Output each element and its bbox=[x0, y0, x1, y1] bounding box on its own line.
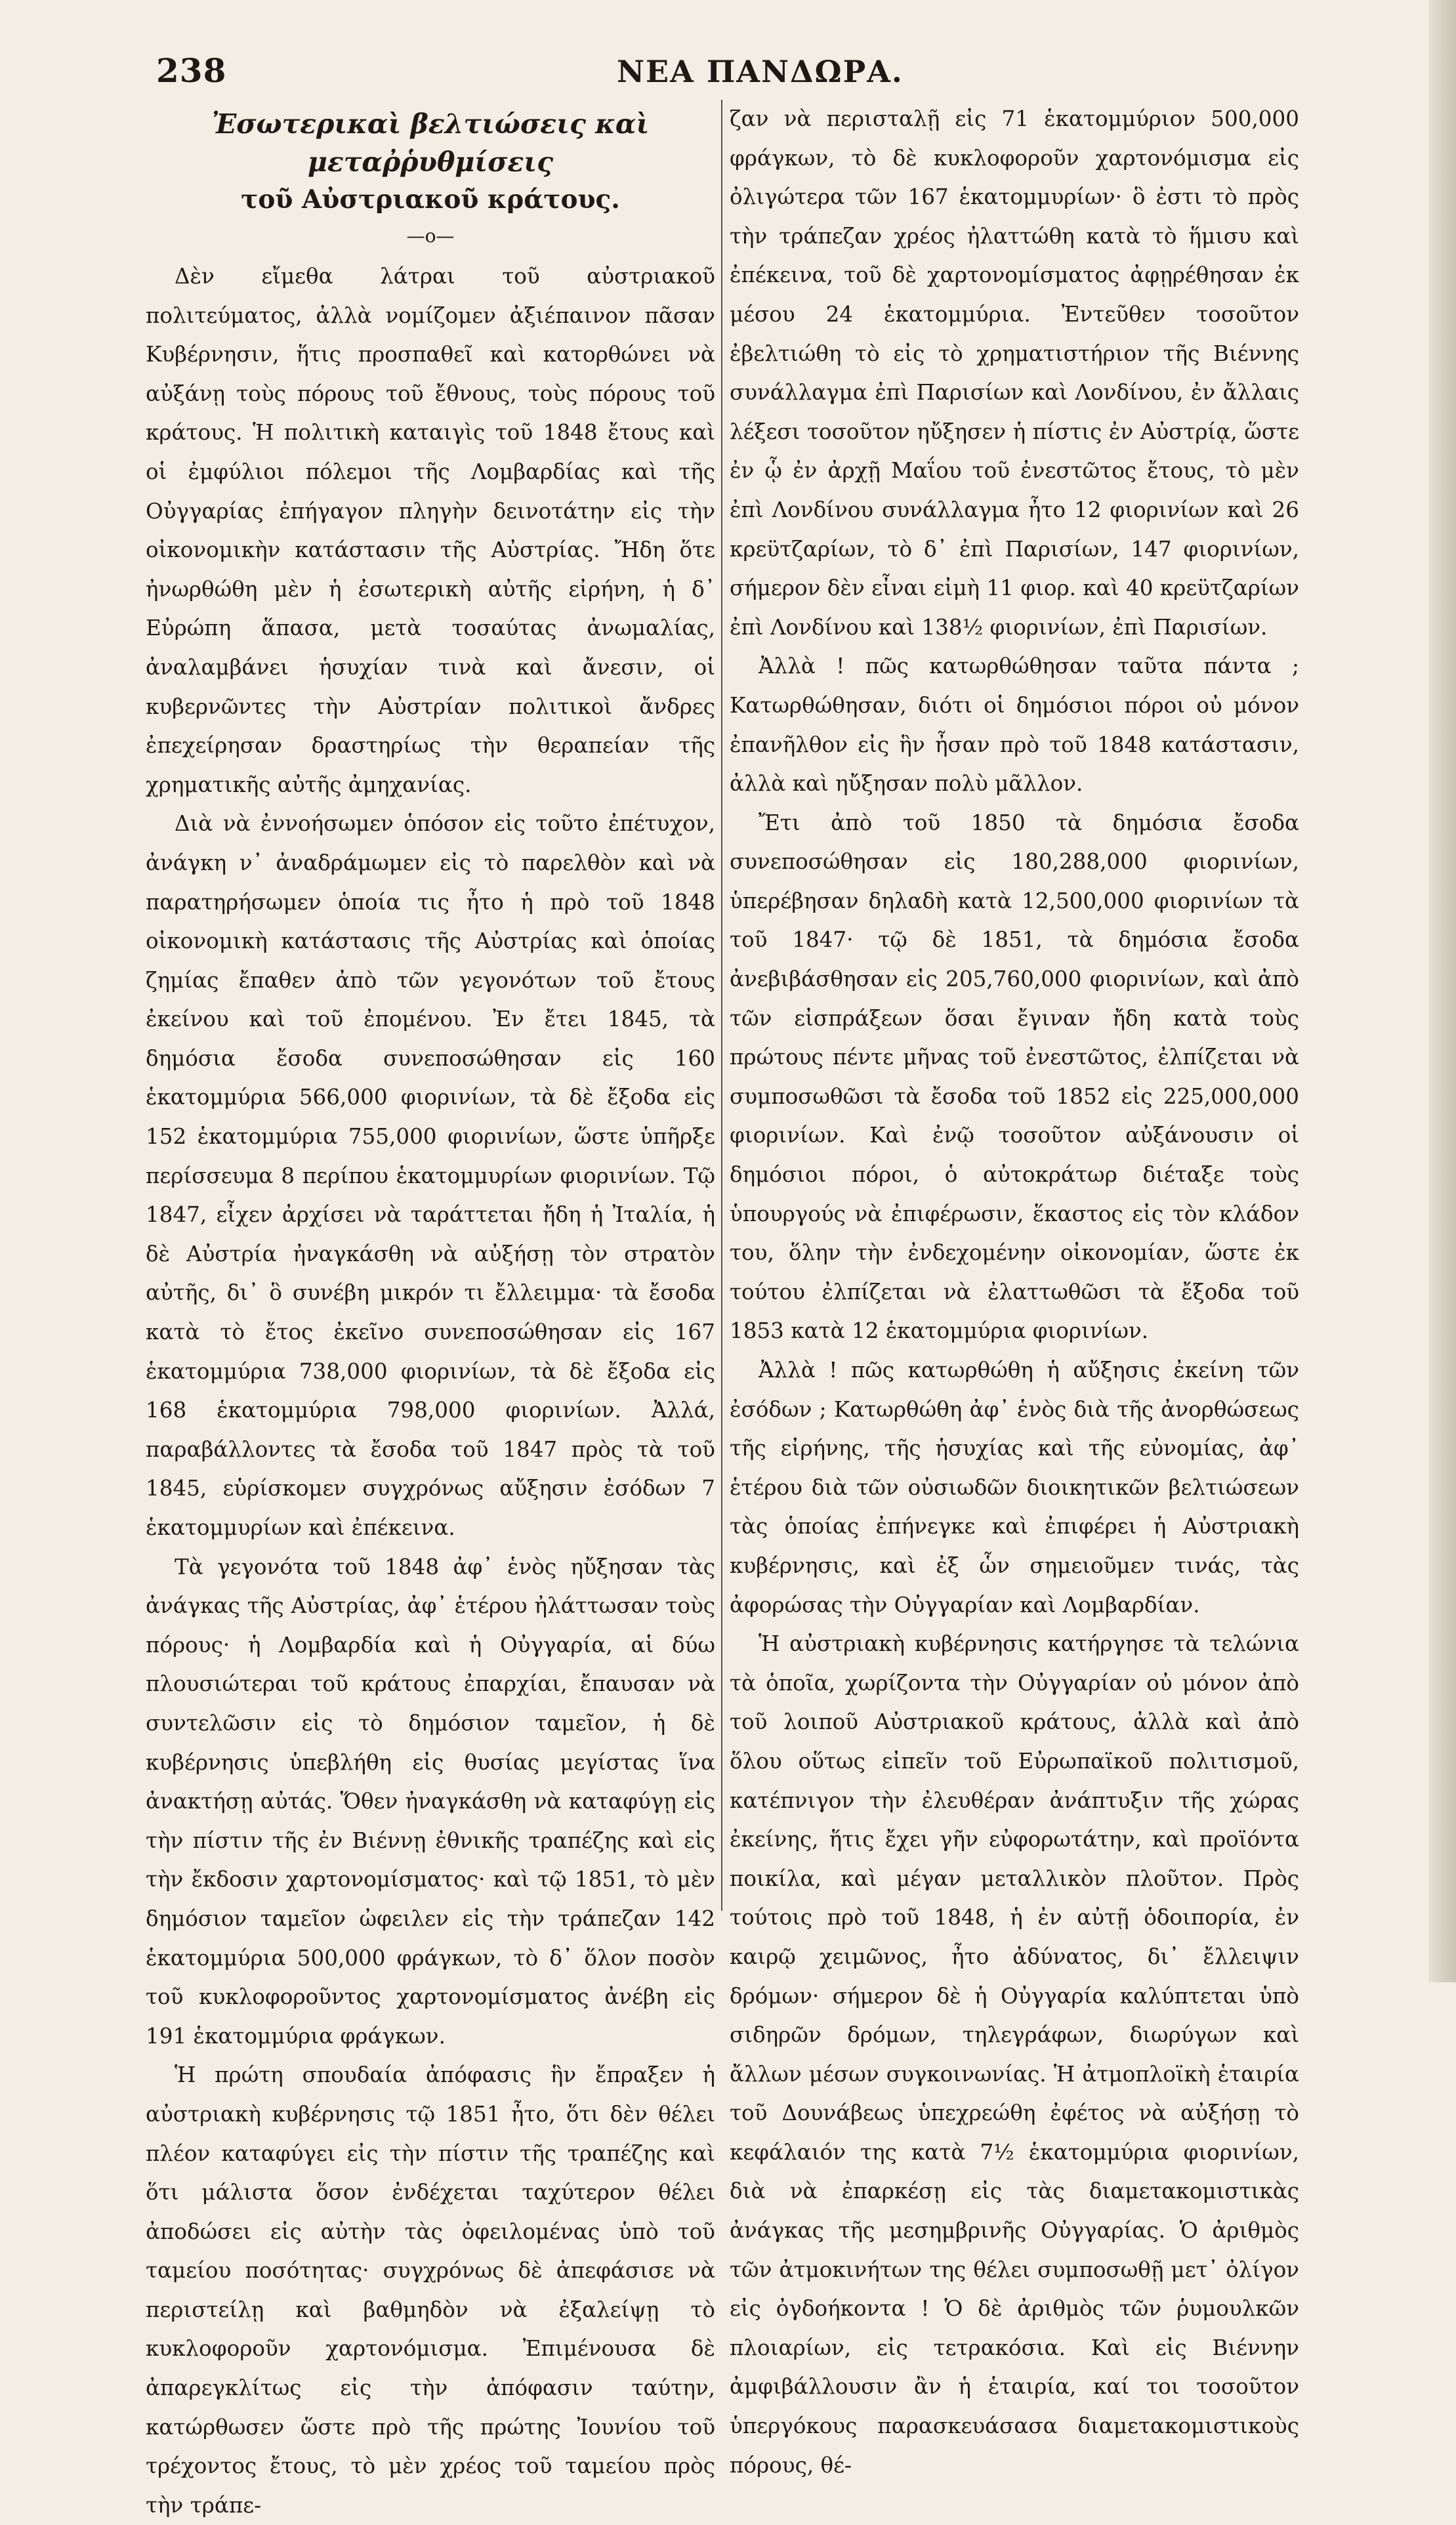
title-separator: —ο— bbox=[406, 225, 455, 247]
right-column bbox=[730, 100, 1299, 2478]
page-edge bbox=[1428, 0, 1456, 1982]
left-column bbox=[146, 100, 715, 2518]
paragraph: Ἡ πρώτη σπουδαία ἀπόφασις ἣν ἔπραξεν ἡ αὐστριακὴ κυβέρνησις τῷ 1851 ἦτο, ὅτι δὲν θέλει πλέον καταφύγει εἰς τὴν πίστιν τῆς τραπέζης καὶ ὅτι μάλιστα ὅσον ἐνδέχεται ταχύτερον θέλει ἀποδώσει εἰς αὐτὴν τὰς ὀφειλομένας ὑπὸ τοῦ ταμείου ποσότητας· συγχρόνως δὲ ἀπεφάσισε νὰ περιστείλῃ καὶ βαθμηδὸν νὰ ἐξαλείψῃ τὸ κυκλοφοροῦν χαρτονόμισμα. Ἐπιμένουσα δὲ ἀπαρεγκλίτως εἰς τὴν ἀπόφασιν ταύτην, κατώρθωσεν ὥστε πρὸ τῆς πρώτης Ἰουνίου τοῦ τρέχοντος ἔτους, τὸ μὲν χρέος τοῦ ταμείου πρὸς τὴν τράπε- bbox=[146, 2062, 715, 2518]
paragraph: Διὰ νὰ ἐννοήσωμεν ὁπόσον εἰς τοῦτο ἐπέτυχον, ἀνάγκη ν᾽ ἀναδράμωμεν εἰς τὸ παρελθὸν καὶ νὰ παρατηρήσωμεν ὁποία τις ἦτο ἡ πρὸ τοῦ 1848 οἰκονομικὴ κατάστασις τῆς Αὐστρίας καὶ ὁποίας ζημίας ἔπαθεν ἀπὸ τῶν γεγονότων τοῦ ἔτους ἐκείνου καὶ τοῦ ἐπομένου. Ἐν ἔτει 1845, τὰ δημόσια ἔσοδα συνεποσώθησαν εἰς 160 ἑκατομμύρια 566,000 φιορινίων, τὰ δὲ ἔξοδα εἰς 152 ἑκατομμύρια 755,000 φιορινίων, ὥστε ὑπῆρξε περίσσευμα 8 περίπου ἑκατομμυρίων φιορινίων. Τῷ 1847, εἶχεν ἀρχίσει νὰ ταράττεται ἤδη ἡ Ἰταλία, ἡ δὲ Αὐστρία ἠναγκάσθη νὰ αὐξήσῃ τὸν στρατὸν αὐτῆς, δι᾽ ὃ συνέβη μικρόν τι ἔλλειμμα· τὰ ἔσοδα κατὰ τὸ ἔτος ἐκεῖνο συνεποσώθησαν εἰς 167 ἑκατομμύρια 738,000 φιορινίων, τὰ δὲ ἔξοδα εἰς 168 ἑκατομμύρια 798,000 φιορινίων. Ἀλλά, παραβάλλοντες τὰ ἔσοδα τοῦ 1847 πρὸς τὰ τοῦ 1845, εὑρίσκομεν συγχρόνως αὔξησιν ἐσόδων 7 ἑκατομμυρίων καὶ ἐπέκεινα. bbox=[146, 811, 715, 1540]
paragraph: Τὰ γεγονότα τοῦ 1848 ἀφ᾽ ἑνὸς ηὔξησαν τὰς ἀνάγκας τῆς Αὐστρίας, ἀφ᾽ ἑτέρου ἠλάττωσαν τοὺς πόρους· ἡ Λομβαρδία καὶ ἡ Οὐγγαρία, αἱ δύω πλουσιώτεραι τοῦ κράτους ἐπαρχίαι, ἔπαυσαν νὰ συντελῶσιν εἰς τὸ δημόσιον ταμεῖον, ἡ δὲ κυβέρνησις ὑπεβλήθη εἰς θυσίας μεγίστας ἵνα ἀνακτήσῃ αὐτάς. Ὅθεν ἠναγκάσθη νὰ καταφύγῃ εἰς τὴν πίστιν τῆς ἐν Βιέννῃ ἐθνικῆς τραπέζης καὶ εἰς τὴν ἔκδοσιν χαρτονομίσματος· καὶ τῷ 1851, τὸ μὲν δημόσιον ταμεῖον ὠφειλεν εἰς τὴν τράπεζαν 142 ἑκατομμύρια 500,000 φράγκων, τὸ δ᾽ ὅλον ποσὸν τοῦ κυκλοφοροῦντος χαρτονομίσματος ἀνέβη εἰς 191 ἑκατομμύρια φράγκων. bbox=[146, 1554, 715, 2049]
journal-title: ΝΕΑ ΠΑΝΔΩΡΑ. bbox=[617, 54, 904, 89]
paragraph: Ἔτι ἀπὸ τοῦ 1850 τὰ δημόσια ἔσοδα συνεποσώθησαν εἰς 180,288,000 φιορινίων, ὑπερέβησαν δηλαδὴ κατὰ 12,500,000 φιορινίων τὰ τοῦ 1847· τῷ δὲ 1851, τὰ δημόσια ἔσοδα ἀνεβιβάσθησαν εἰς 205,760,000 φιορινίων, καὶ ἀπὸ τῶν εἰσπράξεων ὅσαι ἔγιναν ἤδη κατὰ τοὺς πρώτους πέντε μῆνας τοῦ ἐνεστῶτος, ἐλπίζεται νὰ συμποσωθῶσι τὰ ἔσοδα τοῦ 1852 εἰς 225,000,000 φιορινίων. Καὶ ἐνῷ τοσοῦτον αὐξάνουσιν οἱ δημόσιοι πόροι, ὁ αὐτοκράτωρ διέταξε τοὺς ὑπουργούς νὰ ἐπιφέρωσιν, ἕκαστος εἰς τὸν κλάδον του, ὅλην τὴν ἐνδεχομένην οἰκονομίαν, ὥστε ἐκ τούτου ἐλπίζεται νὰ ἐλαττωθῶσι τὰ ἔξοδα τοῦ 1853 κατὰ 12 ἑκατομμύρια φιορινίων. bbox=[730, 810, 1299, 1344]
paragraph: Ἀλλὰ ! πῶς κατωρθώθησαν ταῦτα πάντα ; Κατωρθώθησαν, διότι οἱ δημόσιοι πόροι οὐ μόνον ἐπανῆλθον εἰς ἣν ἦσαν πρὸ τοῦ 1848 κατάστασιν, ἀλλὰ καὶ ηὔξησαν πολὺ μᾶλλον. bbox=[730, 654, 1299, 797]
paragraph: Ἡ αὐστριακὴ κυβέρνησις κατήργησε τὰ τελώνια τὰ ὁποῖα, χωρίζοντα τὴν Οὐγγαρίαν οὐ μόνον ἀπὸ τοῦ λοιποῦ Αὐστριακοῦ κράτους, ἀλλὰ καὶ ἀπὸ ὅλου οὕτως εἰπεῖν τοῦ Εὐρωπαϊκοῦ πολιτισμοῦ, κατέπνιγον τὴν ἐλευθέραν ἀνάπτυξιν τῆς χώρας ἐκείνης, ἥτις ἔχει γῆν εὐφορωτάτην, καὶ προϊόντα ποικίλα, καὶ μέγαν μεταλλικὸν πλοῦτον. Πρὸς τούτοις πρὸ τοῦ 1848, ἡ ἐν αὐτῇ ὁδοιπορία, ἐν καιρῷ χειμῶνος, ἦτο ἀδύνατος, δι᾽ ἔλλειψιν δρόμων· σήμερον δὲ ἡ Οὐγγαρία καλύπτεται ὑπὸ σιδηρῶν δρόμων, τηλεγράφων, διωρύγων καὶ ἄλλων μέσων συγκοινωνίας. Ἡ ἀτμοπλοϊκὴ ἑταιρία τοῦ Δουνάβεως ὑπεχρεώθη ἐφέτος νὰ αὐξήσῃ τὸ κεφάλαιόν της κατὰ 7½ ἑκατομμύρια φιορινίων, διὰ νὰ ἐπαρκέσῃ εἰς τὰς διαμετακομιστικὰς ἀνάγκας τῆς μεσημβρινῆς Οὐγγαρίας. Ὁ ἀριθμὸς τῶν ἀτμοκινήτων της θέλει συμποσωθῇ μετ᾽ ὀλίγον εἰς ὀγδοήκοντα ! Ὁ δὲ ἀριθμὸς τῶν ῥυμουλκῶν πλοιαρίων, εἰς τετρακόσια. Καὶ εἰς Βιέννην ἀμφιβάλλουσιν ἂν ἡ ἑταιρία, καί τοι τοσοῦτον ὑπεργόκους παρασκευάσασα διαμετακομιστικοὺς πόρους, θέ- bbox=[730, 1631, 1299, 2478]
article-subtitle: τοῦ Αὐστριακοῦ κράτους. bbox=[241, 184, 620, 215]
running-head bbox=[0, 46, 1456, 105]
article-title: Ἐσωτερικαὶ βελτιώσεις καὶ μεταῤῥυθμίσεις bbox=[211, 108, 650, 178]
paragraph: ζαν νὰ περισταλῇ εἰς 71 ἑκατομμύριον 500,000 φράγκων, τὸ δὲ κυκλοφοροῦν χαρτονόμισμα εἰς ὀλιγώτερα τῶν 167 ἑκατομμυρίων· ὃ ἐστι τὸ πρὸς τὴν τράπεζαν χρέος ἠλαττώθη κατὰ τὸ ἥμισυ καὶ ἐπέκεινα, τοῦ δὲ χαρτονομίσματος ἀφῃρέθησαν ἐκ μέσου 24 ἑκατομμύρια. Ἐντεῦθεν τοσοῦτον ἐβελτιώθη τὸ εἰς τὸ χρηματιστήριον τῆς Βιέννης συνάλλαγμα ἐπὶ Παρισίων καὶ Λονδίνου, ἐν ἄλλαις λέξεσι τοσοῦτον ηὔξησεν ἡ πίστις ἐν Αὐστρίᾳ, ὥστε ἐν ᾧ ἐν ἀρχῇ Μαΐου τοῦ ἐνεστῶτος ἔτους, τὸ μὲν ἐπὶ Λονδίνου συνάλλαγμα ἦτο 12 φιορινίων καὶ 26 κρεϋτζαρίων, τὸ δ᾽ ἐπὶ Παρισίων, 147 φιορινίων, σήμερον δὲν εἶναι εἰμὴ 11 φιορ. καὶ 40 κρεϋτζαρίων ἐπὶ Λονδίνου καὶ 138½ φιορινίων, ἐπὶ Παρισίων. bbox=[730, 106, 1299, 640]
page-number: 238 bbox=[156, 51, 227, 90]
paragraph: Δὲν εἴμεθα λάτραι τοῦ αὐστριακοῦ πολιτεύματος, ἀλλὰ νομίζομεν ἀξιέπαινον πᾶσαν Κυβέρνησιν, ἥτις προσπαθεῖ καὶ κατορθώνει νὰ αὐξάνῃ τοὺς πόρους τοῦ ἔθνους, τοὺς πόρους τοῦ κράτους. Ἡ πολιτικὴ καταιγὶς τοῦ 1848 ἔτους καὶ οἱ ἐμφύλιοι πόλεμοι τῆς Λομβαρδίας καὶ τῆς Οὐγγαρίας ἐπήγαγον πληγὴν δεινοτάτην εἰς τὴν οἰκονομικὴν κατάστασιν τῆς Αὐστρίας. Ἤδη ὅτε ἠνωρθώθη μὲν ἡ ἐσωτερικὴ αὐτῆς εἰρήνη, ἡ δ᾽ Εὐρώπη ἅπασα, μετὰ τοσαύτας ἀνωμαλίας, ἀναλαμβάνει ἡσυχίαν τινὰ καὶ ἄνεσιν, οἱ κυβερνῶντες τὴν Αὐστρίαν πολιτικοὶ ἄνδρες ἐπεχείρησαν δραστηρίως τὴν θεραπείαν τῆς χρηματικῆς αὐτῆς ἀμηχανίας. bbox=[146, 264, 715, 797]
paragraph: Ἀλλὰ ! πῶς κατωρθώθη ἡ αὔξησις ἐκείνη τῶν ἐσόδων ; Κατωρθώθη ἀφ᾽ ἑνὸς διὰ τῆς ἀνορθώσεως τῆς εἰρήνης, τῆς ἡσυχίας καὶ τῆς εὐνομίας, ἀφ᾽ ἑτέρου διὰ τῶν οὐσιωδῶν διοικητικῶν βελτιώσεων τὰς ὁποίας ἐπήνεγκε καὶ ἐπιφέρει ἡ Αὐστριακὴ κυβέρνησις, καὶ ἐξ ὧν σημειοῦμεν τινάς, τὰς ἀφορώσας τὴν Οὐγγαρίαν καὶ Λομβαρδίαν. bbox=[730, 1358, 1299, 1617]
column-divider bbox=[721, 100, 722, 1911]
